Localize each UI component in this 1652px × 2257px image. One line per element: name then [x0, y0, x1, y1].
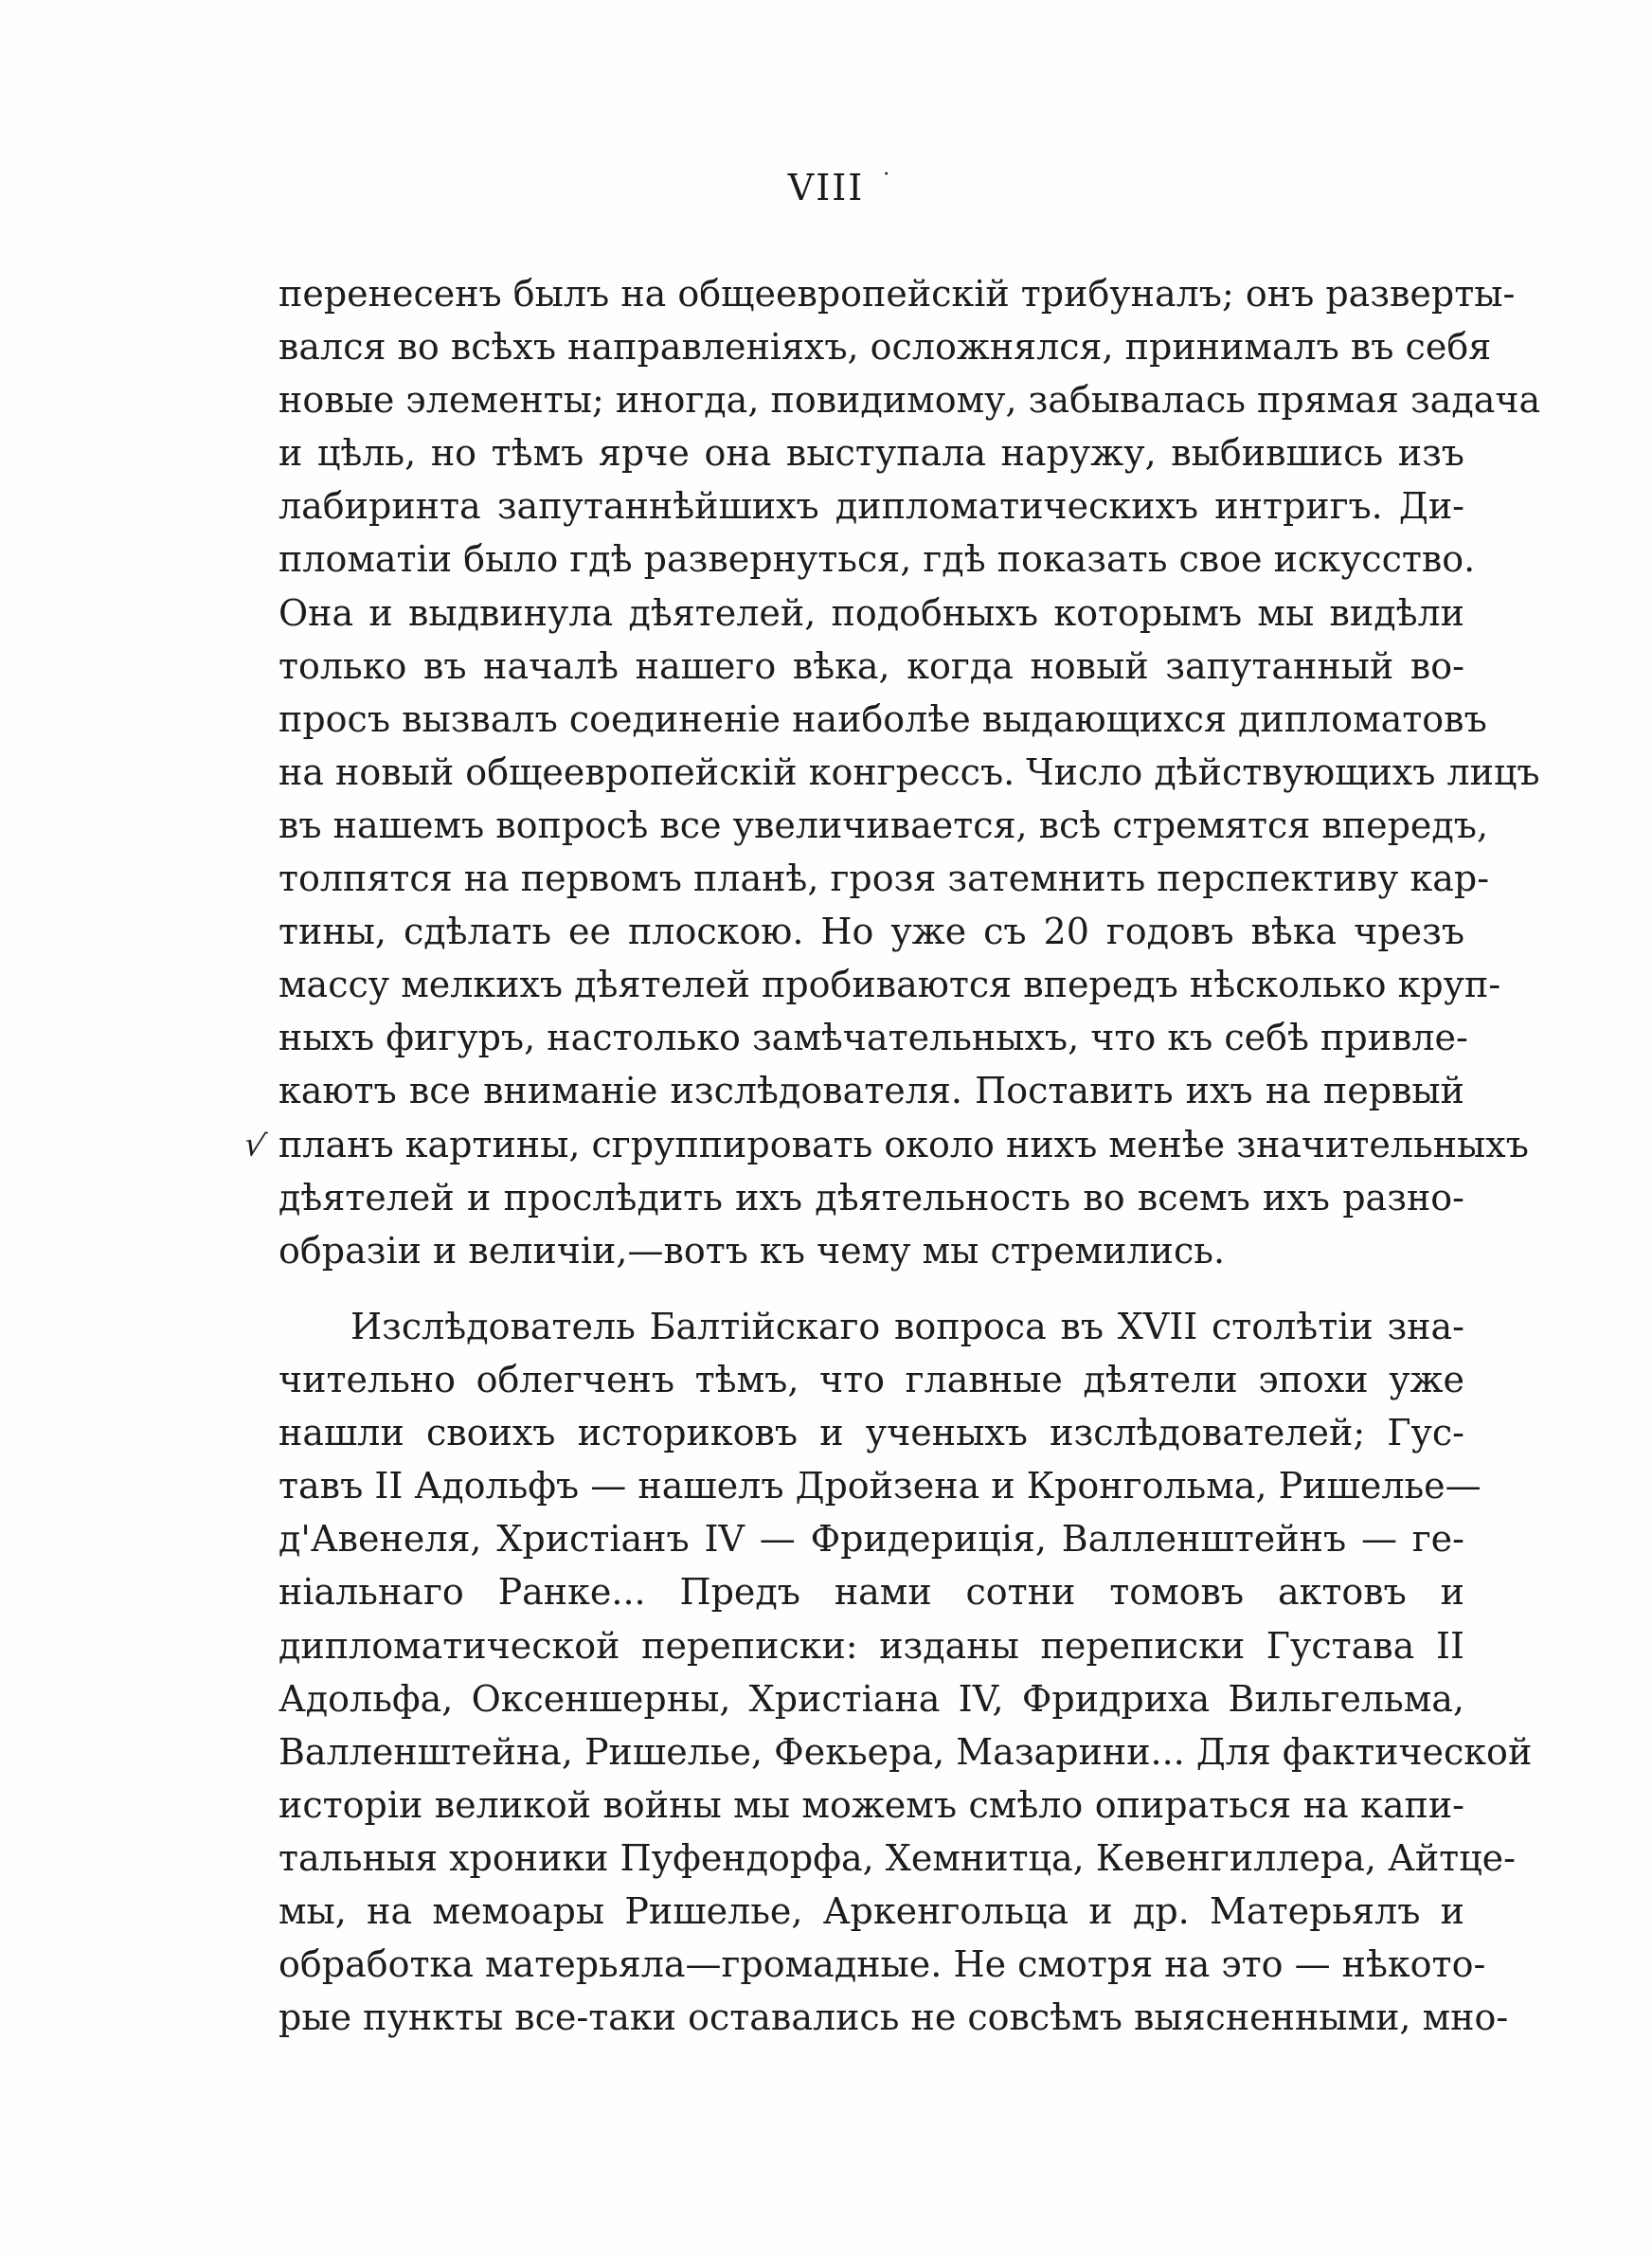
text-line: обработка матерьяла—громадные. Не смотря на это — нѣкото- [278, 1943, 1486, 1986]
page-number [0, 163, 1652, 208]
text-line: д'Авенеля, Христіанъ IV — Фридериція, Валленштейнъ — ге- [278, 1518, 1464, 1561]
page-number-speck: · [883, 163, 892, 187]
text-line: рые пункты все-таки оставались не совсѣмъ выясненными, мно- [278, 1996, 1509, 2039]
text-line: чительно облегченъ тѣмъ, что главные дѣятели эпохи уже [278, 1359, 1464, 1401]
text-line: только въ началѣ нашего вѣка, когда новый запутанный во- [278, 644, 1464, 687]
text-line: пломатіи было гдѣ развернуться, гдѣ показать свое искусство. [278, 538, 1476, 581]
text-line: каютъ все вниманіе изслѣдователя. Поставить ихъ на первый [278, 1070, 1464, 1112]
text-line: исторіи великой войны мы можемъ смѣло опираться на капи- [278, 1783, 1464, 1826]
text-line: планъ картины, сгруппировать около нихъ менѣе значительныхъ [278, 1123, 1529, 1165]
text-line: дипломатической переписки: изданы переписки Густава II [278, 1624, 1464, 1667]
text-line: Адольфа, Оксеншерны, Христіана IV, Фридриха Вильгельма, [278, 1677, 1464, 1720]
text-line: дѣятелей и прослѣдить ихъ дѣятельность во всемъ ихъ разно- [278, 1176, 1464, 1219]
text-line: ныхъ фигуръ, настолько замѣчательныхъ, что къ себѣ привле- [278, 1017, 1468, 1059]
text-line: тины, сдѣлать ее плоскою. Но уже съ 20 годовъ вѣка чрезъ [278, 911, 1464, 953]
text-line: нашли своихъ историковъ и ученыхъ изслѣдователей; Гус- [278, 1412, 1464, 1454]
text-line: тальныя хроники Пуфендорфа, Хемнитца, Кевенгиллера, Айтце- [278, 1836, 1516, 1879]
text-line: Изслѣдователь Балтійскаго вопроса въ XVII столѣтіи зна- [350, 1306, 1464, 1347]
text-line: вался во всѣхъ направленіяхъ, осложнялся, принималъ въ себя [278, 326, 1492, 369]
text-line: ніальнаго Ранке... Предъ нами сотни томовъ актовъ и [278, 1571, 1464, 1614]
text-line: образіи и величіи,—вотъ къ чему мы стремились. [278, 1229, 1226, 1272]
text-line: и цѣль, но тѣмъ ярче она выступала наружу, выбившись изъ [278, 432, 1464, 475]
text-line: массу мелкихъ дѣятелей пробиваются впередъ нѣсколько круп- [278, 964, 1501, 1006]
page-number-text: VIII [787, 167, 865, 208]
text-line: въ нашемъ вопросѣ все увеличивается, всѣ стремятся впередъ, [278, 803, 1489, 846]
text-line: просъ вызвалъ соединеніе наиболѣе выдающихся дипломатовъ [278, 697, 1487, 740]
paragraph-2 [278, 1300, 1533, 2044]
text-line: на новый общеевропейскій конгрессъ. Число дѣйствующихъ лицъ [278, 750, 1540, 793]
text-line: Валленштейна, Ришелье, Фекьера, Мазарини... Для фактической [278, 1730, 1533, 1773]
text-line: лабиринта запутаннѣйшихъ дипломатическихъ интригъ. Ди- [278, 485, 1464, 528]
margin-checkmark: √ [241, 1125, 269, 1166]
text-line: новые элементы; иногда, повидимому, забывалась прямая задача [278, 379, 1541, 422]
paragraph-1 [278, 267, 1541, 1277]
text-line: Она и выдвинула дѣятелей, подобныхъ которымъ мы видѣли [278, 591, 1464, 634]
text-line: тавъ II Адольфъ — нашелъ Дройзена и Кронгольма, Ришелье— [278, 1465, 1481, 1508]
text-line: мы, на мемоары Ришелье, Аркенгольца и др. Матерьялъ и [278, 1890, 1464, 1933]
text-line: толпятся на первомъ планѣ, грозя затемнить перспективу кар- [278, 858, 1490, 900]
text-line: перенесенъ былъ на общеевропейскій трибуналъ; онъ разверты- [278, 273, 1516, 315]
